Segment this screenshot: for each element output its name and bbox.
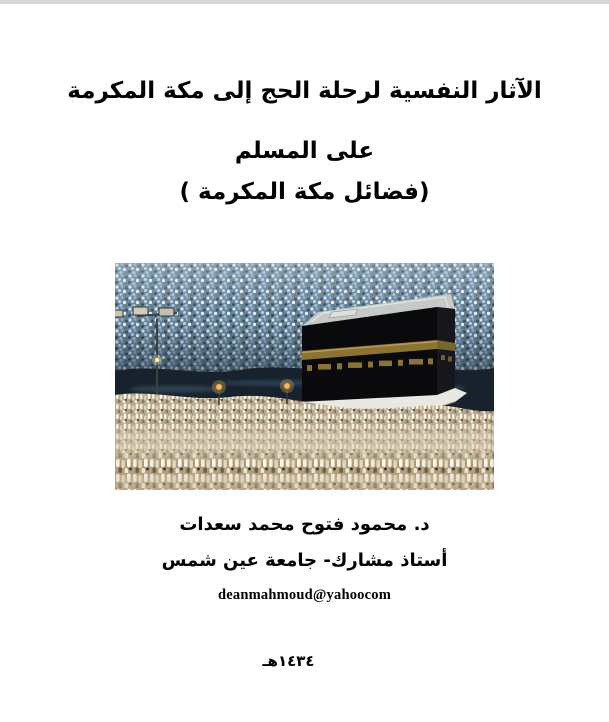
title-line-3: (فضائل مكة المكرمة ) <box>179 179 430 205</box>
page-top-edge <box>0 0 609 4</box>
kaaba-photo <box>115 263 494 490</box>
kaaba-structure <box>299 294 467 411</box>
kaaba-side-face <box>437 307 455 396</box>
author-title: أستاذ مشارك- جامعة عين شمس <box>161 550 448 571</box>
crowd-lower-warm <box>115 393 494 490</box>
author-name: د. محمود فتوح محمد سعدات <box>179 514 430 535</box>
author-email: deanmahmoud@yahoocom <box>218 587 391 603</box>
title-line-2: على المسلم <box>234 138 375 164</box>
title-line-1: الآثار النفسية لرحلة الحج إلى مكة المكرمة <box>67 78 542 104</box>
hijri-year: ١٤٣٤هـ <box>262 652 315 670</box>
